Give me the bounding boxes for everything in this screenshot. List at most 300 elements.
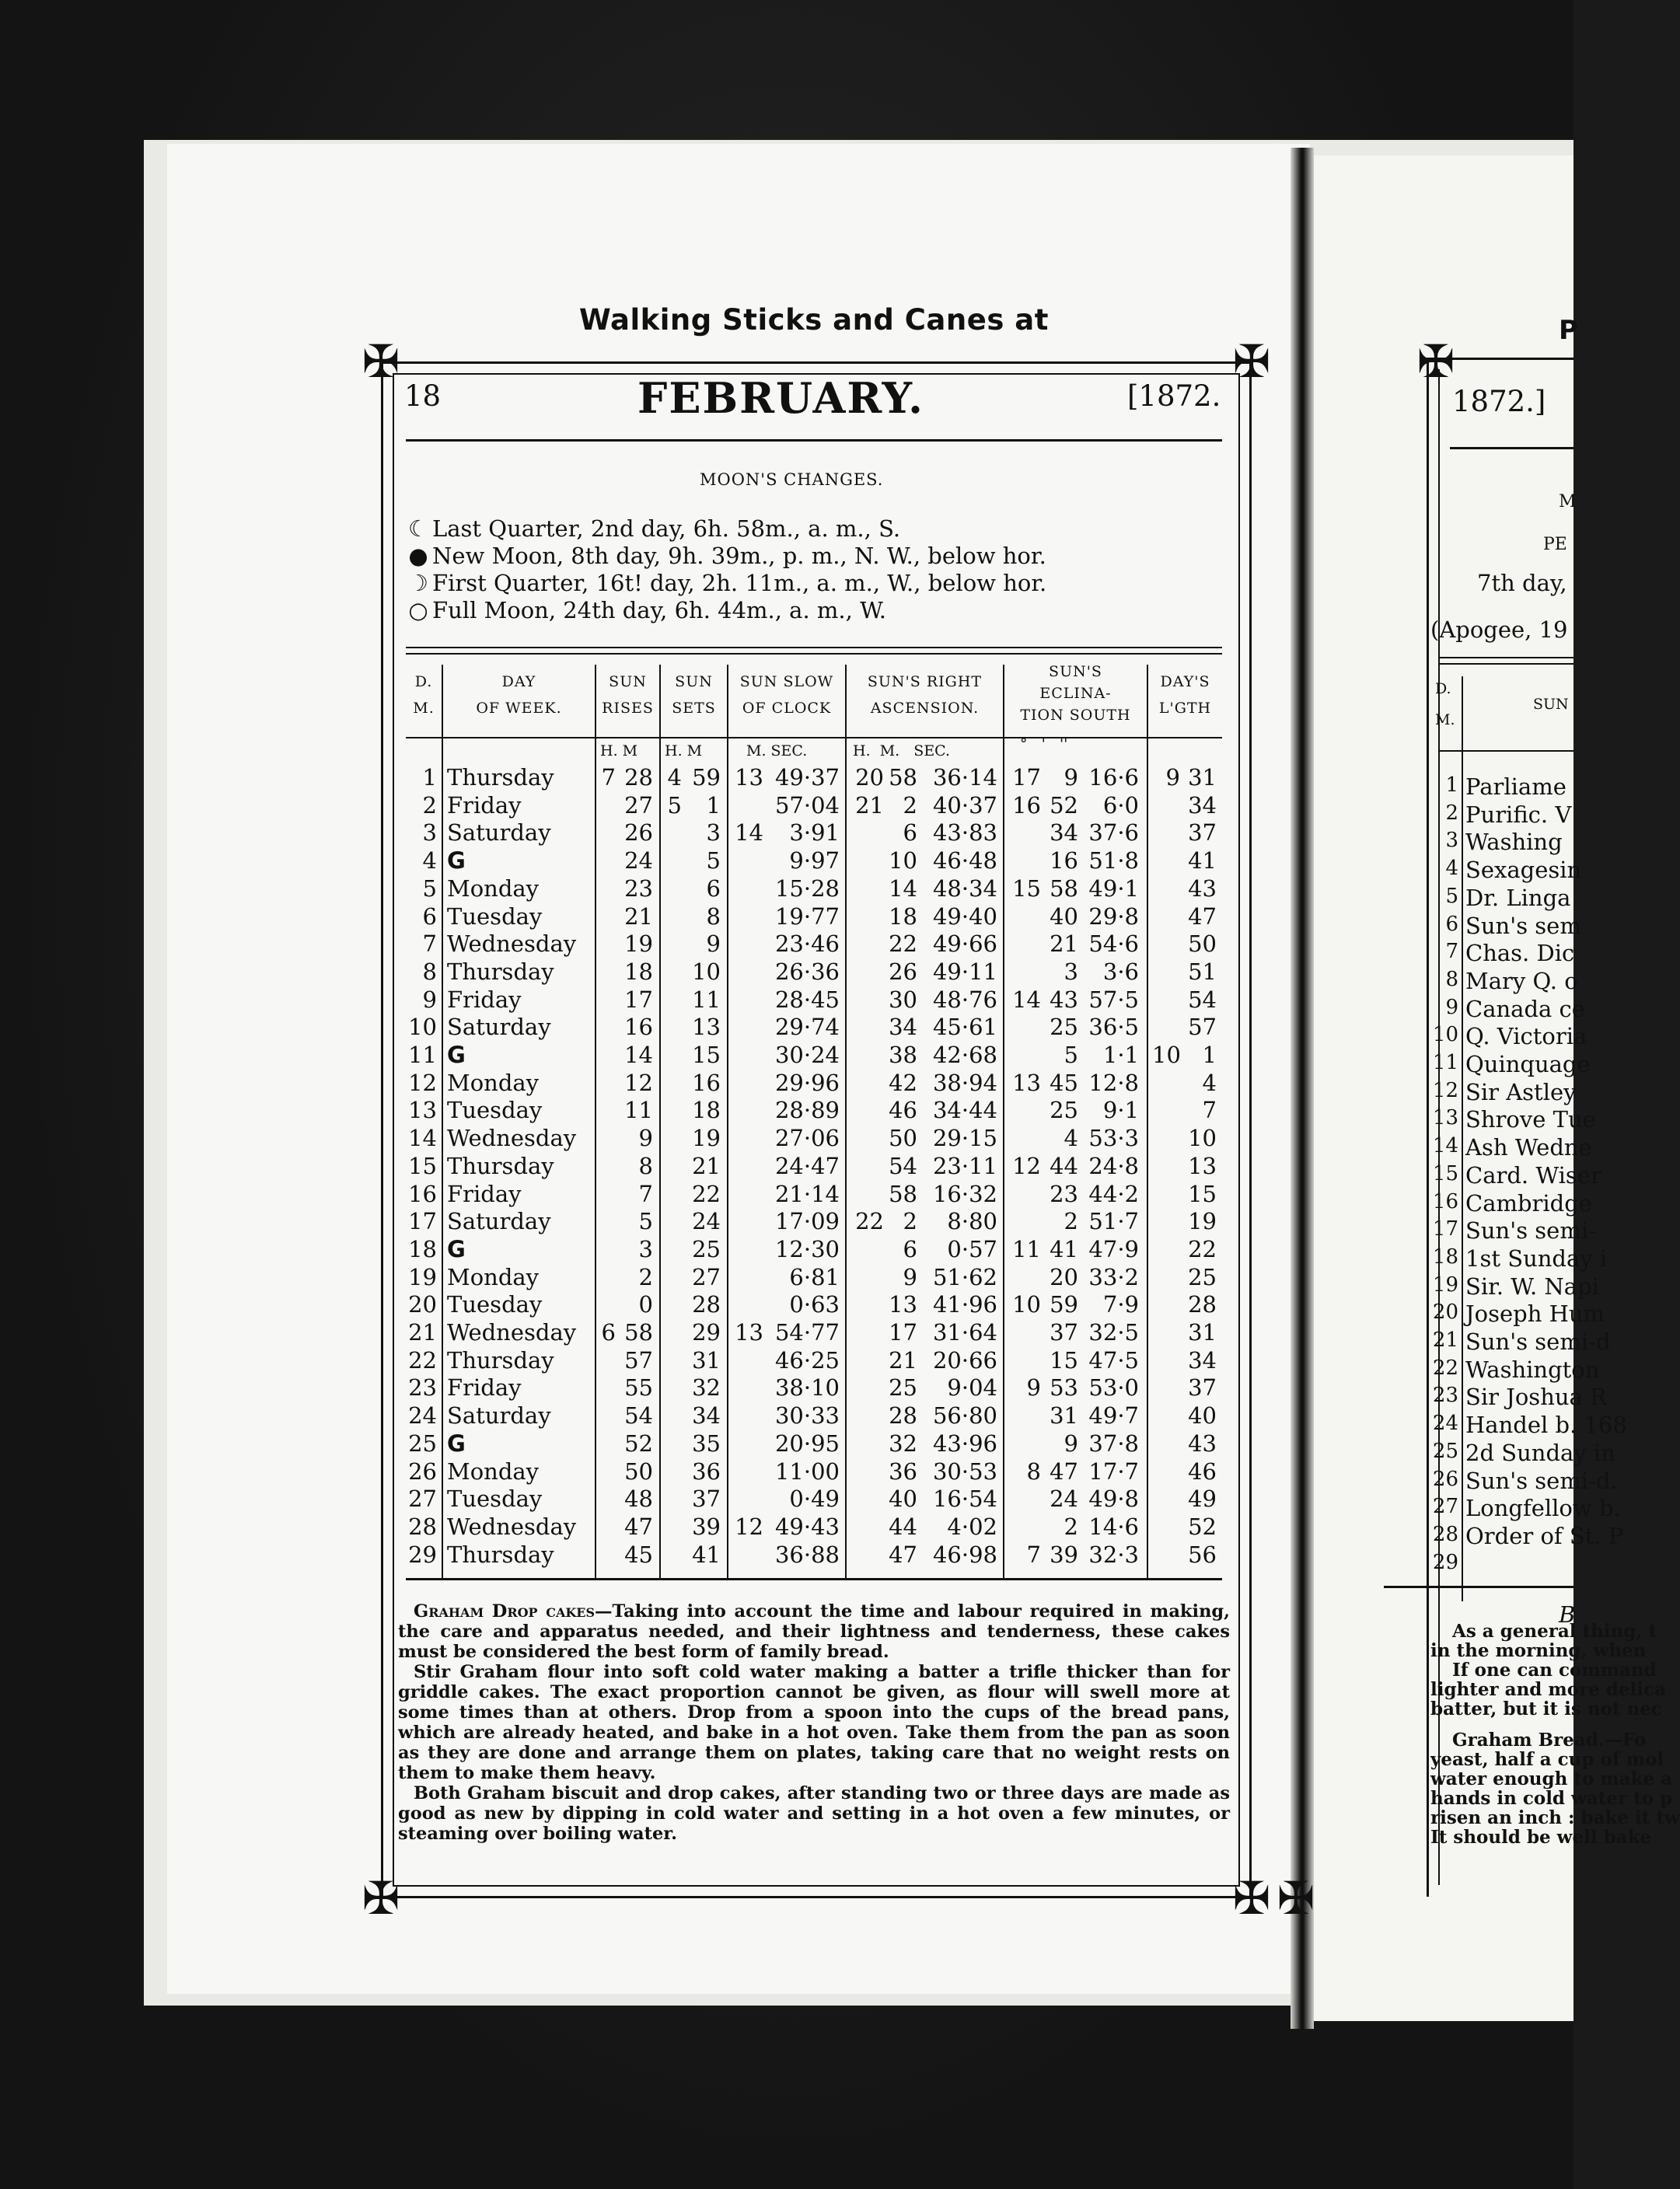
length-min: 28 [1188, 1291, 1217, 1318]
right-event-text: Shrove Tue [1465, 1106, 1596, 1133]
decl-min: 47 [1050, 1458, 1078, 1485]
day-of-month: 4 [422, 847, 437, 875]
ra-sec: 20·66 [932, 1346, 997, 1374]
decl-sec: 47·5 [1088, 1346, 1139, 1374]
decl-min: 3 [1064, 958, 1078, 985]
day-of-week: Friday [447, 1180, 522, 1207]
rise-min: 18 [624, 958, 653, 985]
right-text-line: batter, but it is not nec [1430, 1698, 1662, 1719]
length-min: 31 [1188, 764, 1217, 791]
ra-min: 42 [889, 1069, 917, 1096]
slow-sec: 19·77 [774, 902, 840, 930]
first-quarter-moon-icon: ☽ [408, 570, 428, 596]
decl-min: 25 [1050, 1014, 1078, 1041]
set-min: 3 [706, 819, 721, 847]
unit-slow: M. SEC. [746, 742, 808, 759]
ra-sec: 48·34 [932, 875, 997, 902]
day-of-week: Wednesday [447, 1319, 577, 1346]
header-right-ascension: SUN'S RIGHT ASCENSION. [867, 673, 983, 717]
day-of-month: 7 [422, 930, 437, 958]
right-event-day: 26 [1432, 1467, 1458, 1491]
decl-sec: 49·1 [1088, 875, 1139, 902]
ra-sec: 46·98 [932, 1541, 997, 1568]
day-of-month: 8 [422, 958, 437, 985]
right-event-text: Canada ce [1465, 995, 1585, 1022]
right-event-day: 15 [1432, 1161, 1458, 1185]
moon-change-full-moon: ○ Full Moon, 24th day, 6h. 44m., a. m., W. [404, 597, 886, 623]
column-divider [845, 665, 847, 1578]
right-event-day: 18 [1432, 1245, 1458, 1269]
ra-sec: 31·64 [932, 1319, 997, 1346]
day-of-month: 17 [408, 1208, 437, 1235]
book-gutter [1291, 148, 1314, 2029]
decl-min: 44 [1050, 1152, 1078, 1179]
header-sun-rises: SUN RISES [602, 673, 654, 717]
length-min: 49 [1188, 1486, 1217, 1513]
day-of-month: 15 [408, 1152, 437, 1179]
rise-min: 57 [624, 1346, 653, 1374]
rise-min: 21 [624, 902, 653, 930]
right-year-label: 1872.] [1452, 385, 1546, 418]
right-event-text: Sun's semi-d [1465, 1328, 1611, 1355]
slow-min: 13 [735, 764, 763, 791]
moon-changes-title: MOON'S CHANGES. [700, 470, 884, 489]
corner-cross-icon: ✠ [1232, 1872, 1271, 1925]
slow-min: 14 [735, 819, 763, 847]
decl-sec: 6·0 [1102, 791, 1139, 819]
day-of-month: 26 [408, 1458, 437, 1485]
length-min: 1 [1202, 1042, 1217, 1068]
slow-sec: 20·95 [774, 1430, 840, 1457]
day-of-month: 5 [422, 875, 437, 902]
decl-min: 53 [1050, 1374, 1078, 1402]
column-divider [727, 665, 728, 1578]
day-of-week: Wednesday [447, 1125, 577, 1152]
right-text-line: If one can command [1452, 1660, 1657, 1681]
slow-sec: 57·04 [774, 791, 840, 819]
length-min: 10 [1188, 1125, 1217, 1152]
decl-min: 43 [1050, 986, 1078, 1013]
slow-sec: 15·28 [774, 875, 840, 902]
right-running-header: P [1559, 315, 1578, 346]
length-hour: 9 [1165, 764, 1180, 791]
right-event-text: Sir Joshua R [1465, 1384, 1607, 1411]
title-rule [406, 439, 1222, 442]
moon-change-first-quarter: ☽ First Quarter, 16t! day, 2h. 11m., a. m., W., below hor. [404, 570, 1046, 596]
slow-sec: 12·30 [774, 1235, 840, 1262]
decl-sec: 53·0 [1088, 1374, 1139, 1402]
rise-min: 17 [624, 986, 653, 1013]
right-event-text: Sir Astley [1465, 1078, 1577, 1105]
rise-min: 2 [638, 1263, 653, 1290]
ra-sec: 40·37 [932, 791, 997, 819]
header-sun-slow: SUN SLOW OF CLOCK [739, 673, 834, 717]
right-event-text: Sun's semi-d. [1465, 1467, 1618, 1494]
ra-min: 6 [903, 819, 917, 847]
decl-min: 4 [1064, 1125, 1078, 1152]
ra-min: 21 [889, 1346, 917, 1374]
right-event-text: Washing [1465, 829, 1563, 856]
day-of-month: 18 [408, 1235, 437, 1262]
set-min: 16 [692, 1069, 721, 1096]
ra-sec: 8·80 [947, 1208, 997, 1235]
decl-min: 2 [1064, 1513, 1078, 1540]
slow-sec: 30·24 [774, 1042, 840, 1068]
decl-sec: 36·5 [1088, 1014, 1139, 1041]
right-event-text: Dr. Linga [1465, 884, 1571, 911]
header-sun-sets: SUN SETS [672, 673, 716, 717]
right-event-day: 8 [1445, 967, 1458, 991]
decl-min: 40 [1050, 902, 1078, 930]
set-min: 21 [692, 1152, 721, 1179]
ra-sec: 49·11 [932, 958, 997, 985]
column-divider [1147, 665, 1148, 1578]
slow-sec: 49·37 [774, 764, 840, 791]
day-of-month: 6 [422, 902, 437, 930]
day-of-week: Friday [447, 1374, 522, 1402]
right-text-line: It should be well bake [1430, 1827, 1652, 1848]
ra-min: 36 [889, 1458, 917, 1485]
day-of-month: 25 [408, 1430, 437, 1457]
slow-sec: 23·46 [774, 930, 840, 958]
day-of-week: Saturday [447, 819, 551, 847]
day-of-week: Thursday [447, 764, 554, 791]
ra-min: 40 [889, 1486, 917, 1513]
length-min: 43 [1188, 1430, 1217, 1457]
slow-sec: 21·14 [774, 1180, 840, 1207]
right-table-top-rule [1438, 657, 1573, 658]
right-event-day: 13 [1432, 1106, 1458, 1130]
day-of-week: Saturday [447, 1208, 551, 1235]
column-divider [595, 665, 596, 1578]
rise-min: 23 [624, 875, 653, 902]
slow-min: 12 [735, 1513, 763, 1540]
ra-sec: 34·44 [932, 1097, 997, 1124]
day-of-week: Thursday [447, 958, 554, 985]
length-min: 40 [1188, 1402, 1217, 1430]
set-min: 27 [692, 1263, 721, 1290]
ra-min: 18 [889, 902, 917, 930]
length-min: 57 [1188, 1014, 1217, 1041]
day-of-month: 13 [408, 1097, 437, 1124]
slow-sec: 54·77 [774, 1319, 840, 1346]
rise-min: 14 [624, 1042, 653, 1068]
day-of-month: 19 [408, 1263, 437, 1290]
ra-min: 58 [889, 764, 917, 791]
slow-sec: 49·43 [774, 1513, 840, 1540]
rise-hour: 7 [601, 764, 616, 791]
ra-min: 2 [903, 791, 917, 819]
right-event-day: 7 [1445, 940, 1458, 964]
day-of-week: G [447, 1042, 466, 1068]
day-of-week: Monday [447, 875, 540, 902]
right-text-line: lighter and more delica [1430, 1679, 1666, 1700]
right-frame-left [1427, 358, 1429, 1897]
day-of-month: 16 [408, 1180, 437, 1207]
ra-hour: 22 [855, 1208, 884, 1235]
ra-min: 14 [889, 875, 917, 902]
ra-sec: 41·96 [932, 1291, 997, 1318]
slow-sec: 30·33 [774, 1402, 840, 1430]
ra-hour: 20 [855, 764, 884, 791]
header-days-length: DAY'S L'GTH [1158, 673, 1212, 717]
slow-sec: 0·49 [789, 1486, 840, 1513]
length-min: 25 [1188, 1263, 1217, 1290]
length-hour: 10 [1152, 1042, 1181, 1068]
length-min: 43 [1188, 875, 1217, 902]
new-moon-icon: ● [408, 543, 428, 569]
decl-min: 45 [1050, 1069, 1078, 1096]
ra-sec: 16·32 [932, 1180, 997, 1207]
set-min: 10 [692, 958, 721, 985]
decl-deg: 9 [1026, 1374, 1041, 1402]
right-event-day: 14 [1432, 1134, 1458, 1158]
decl-min: 9 [1064, 1430, 1078, 1457]
decl-min: 24 [1050, 1486, 1078, 1513]
decl-deg: 12 [1012, 1152, 1041, 1179]
right-event-text: 1st Sunday i [1465, 1245, 1608, 1272]
length-min: 22 [1188, 1235, 1217, 1262]
ra-hour: 21 [855, 791, 884, 819]
day-of-month: 1 [422, 764, 437, 791]
decl-sec: 51·8 [1088, 847, 1139, 875]
decl-deg: 14 [1012, 986, 1041, 1013]
decl-sec: 7·9 [1102, 1291, 1139, 1318]
right-event-text: Order of St. P [1465, 1522, 1624, 1549]
decl-sec: 12·8 [1088, 1069, 1139, 1096]
decl-sec: 49·8 [1088, 1486, 1139, 1513]
day-of-month: 23 [408, 1374, 437, 1402]
day-of-week: Friday [447, 791, 522, 819]
decl-deg: 17 [1012, 764, 1041, 791]
day-of-week: Saturday [447, 1014, 551, 1041]
ra-sec: 49·40 [932, 902, 997, 930]
right-event-day: 28 [1432, 1522, 1458, 1546]
day-of-week: Thursday [447, 1346, 554, 1374]
length-min: 15 [1188, 1180, 1217, 1207]
rise-min: 12 [624, 1069, 653, 1096]
ra-min: 30 [889, 986, 917, 1013]
rise-min: 52 [624, 1430, 653, 1457]
right-event-day: 25 [1432, 1439, 1458, 1463]
length-min: 31 [1188, 1319, 1217, 1346]
day-of-week: Friday [447, 986, 522, 1013]
right-text-line: water enough to make a [1430, 1768, 1673, 1789]
day-of-month: 21 [408, 1319, 437, 1346]
page-number: 18 [404, 379, 442, 413]
day-of-week: Monday [447, 1263, 540, 1290]
slow-min: 13 [735, 1319, 763, 1346]
decl-min: 34 [1050, 819, 1078, 847]
right-event-text: Sexagesin [1465, 857, 1582, 884]
set-min: 37 [692, 1486, 721, 1513]
rise-min: 16 [624, 1014, 653, 1041]
day-of-month: 29 [408, 1541, 437, 1568]
unit-decl: ° ' '' [1020, 735, 1068, 752]
decl-sec: 57·5 [1088, 986, 1139, 1013]
decl-min: 9 [1064, 764, 1078, 791]
right-table-top-rule [1438, 663, 1573, 665]
decl-min: 58 [1050, 875, 1078, 902]
day-of-week: Thursday [447, 1152, 554, 1179]
rise-hour: 6 [601, 1319, 616, 1346]
right-text-line: hands in cold water to p [1430, 1788, 1673, 1809]
day-of-week: G [447, 847, 466, 875]
ra-min: 38 [889, 1042, 917, 1068]
right-event-text: Mary Q. o [1465, 967, 1578, 994]
decl-min: 16 [1050, 847, 1078, 875]
slow-sec: 3·91 [789, 819, 840, 847]
length-min: 19 [1188, 1208, 1217, 1235]
day-of-week: Monday [447, 1069, 540, 1096]
slow-sec: 24·47 [774, 1152, 840, 1179]
right-event-day: 11 [1432, 1051, 1458, 1074]
day-of-month: 9 [422, 986, 437, 1013]
set-min: 35 [692, 1430, 721, 1457]
right-event-day: 12 [1432, 1078, 1458, 1102]
set-min: 39 [692, 1513, 721, 1540]
ra-sec: 4·02 [947, 1513, 997, 1540]
set-min: 24 [692, 1208, 721, 1235]
corner-cross-icon: ✠ [361, 335, 400, 388]
ra-sec: 0·57 [947, 1235, 997, 1262]
ra-sec: 49·66 [932, 930, 997, 958]
decl-min: 23 [1050, 1180, 1078, 1207]
ra-sec: 46·48 [932, 847, 997, 875]
ra-min: 47 [889, 1541, 917, 1568]
decl-sec: 53·3 [1088, 1125, 1139, 1152]
set-min: 6 [706, 875, 721, 902]
right-event-day: 24 [1432, 1412, 1458, 1436]
ra-sec: 43·96 [932, 1430, 997, 1457]
ra-min: 9 [903, 1263, 917, 1290]
right-event-day: 3 [1445, 829, 1458, 853]
right-event-text: Sir. W. Napi [1465, 1273, 1599, 1300]
set-min: 13 [692, 1014, 721, 1041]
slow-sec: 28·89 [774, 1097, 840, 1124]
rise-min: 27 [624, 791, 653, 819]
rise-min: 0 [638, 1291, 653, 1318]
right-event-day: 21 [1432, 1328, 1458, 1352]
ra-sec: 48·76 [932, 986, 997, 1013]
ra-min: 32 [889, 1430, 917, 1457]
day-of-month: 20 [408, 1291, 437, 1318]
slow-sec: 29·96 [774, 1069, 840, 1096]
decl-sec: 32·3 [1088, 1541, 1139, 1568]
slow-sec: 38·10 [774, 1374, 840, 1402]
moon-change-last-quarter: ☾ Last Quarter, 2nd day, 6h. 58m., a. m., S. [404, 515, 900, 542]
ra-sec: 56·80 [932, 1402, 997, 1430]
length-min: 34 [1188, 791, 1217, 819]
length-min: 50 [1188, 930, 1217, 958]
length-min: 51 [1188, 958, 1217, 985]
set-min: 28 [692, 1291, 721, 1318]
right-event-text: 2d Sunday in [1465, 1439, 1615, 1466]
right-event-text: Parliame [1465, 773, 1566, 800]
length-min: 37 [1188, 819, 1217, 847]
right-event-day: 6 [1445, 912, 1458, 936]
length-min: 34 [1188, 1346, 1217, 1374]
decl-sec: 9·1 [1102, 1097, 1139, 1124]
day-of-month: 14 [408, 1125, 437, 1152]
right-event-day: 4 [1445, 857, 1458, 881]
decl-sec: 49·7 [1088, 1402, 1139, 1430]
ra-min: 44 [889, 1513, 917, 1540]
ra-sec: 16·54 [932, 1486, 997, 1513]
length-min: 46 [1188, 1458, 1217, 1485]
right-event-day: 29 [1432, 1550, 1458, 1574]
header-dm: D. M. [413, 673, 435, 717]
set-min: 29 [692, 1319, 721, 1346]
decl-sec: 47·9 [1088, 1235, 1139, 1262]
set-min: 18 [692, 1097, 721, 1124]
right-event-day: 10 [1432, 1023, 1458, 1047]
decl-sec: 33·2 [1088, 1263, 1139, 1290]
slow-sec: 28·45 [774, 986, 840, 1013]
set-min: 15 [692, 1042, 721, 1068]
ra-sec: 9·04 [947, 1374, 997, 1402]
right-column-divider [1462, 676, 1463, 1601]
decl-sec: 14·6 [1088, 1513, 1139, 1540]
header-day-of-week: DAY OF WEEK. [476, 673, 562, 717]
decl-deg: 7 [1026, 1541, 1041, 1568]
table-top-rule [406, 647, 1222, 648]
rise-min: 7 [638, 1180, 653, 1207]
right-text-line: in the morning, when [1430, 1640, 1647, 1661]
ra-min: 13 [889, 1291, 917, 1318]
rise-min: 54 [624, 1402, 653, 1430]
ra-min: 46 [889, 1097, 917, 1124]
ra-min: 22 [889, 930, 917, 958]
ra-sec: 38·94 [932, 1069, 997, 1096]
ra-min: 25 [889, 1374, 917, 1402]
column-divider [659, 665, 661, 1578]
set-min: 9 [706, 930, 721, 958]
decl-min: 31 [1050, 1402, 1078, 1430]
day-of-week: Wednesday [447, 930, 577, 958]
set-min: 34 [692, 1402, 721, 1430]
day-of-week: Tuesday [447, 1097, 543, 1124]
decl-sec: 16·6 [1088, 764, 1139, 791]
recipe-title: Graham Drop cakes [414, 1601, 596, 1622]
right-event-text: Sun's semi- [1465, 1217, 1596, 1245]
decl-min: 39 [1050, 1541, 1078, 1568]
rise-min: 26 [624, 819, 653, 847]
day-of-week: G [447, 1235, 466, 1262]
rise-min: 45 [624, 1541, 653, 1568]
corner-cross-icon: ✠ [361, 1872, 400, 1925]
decl-min: 37 [1050, 1319, 1078, 1346]
decl-min: 25 [1050, 1097, 1078, 1124]
decl-min: 5 [1064, 1042, 1078, 1068]
day-of-month: 12 [408, 1069, 437, 1096]
day-of-week: Tuesday [447, 902, 543, 930]
right-event-day: 1 [1445, 773, 1458, 797]
day-of-week: Thursday [447, 1541, 554, 1568]
ra-sec: 29·15 [932, 1125, 997, 1152]
ra-sec: 43·83 [932, 819, 997, 847]
decl-deg: 13 [1012, 1069, 1041, 1096]
decl-sec: 37·6 [1088, 819, 1139, 847]
decl-min: 52 [1050, 791, 1078, 819]
length-min: 52 [1188, 1513, 1217, 1540]
day-of-week: G [447, 1430, 466, 1457]
set-min: 25 [692, 1235, 721, 1262]
month-title: FEBRUARY. [637, 373, 924, 423]
column-divider [442, 665, 443, 1578]
decl-sec: 51·7 [1088, 1208, 1139, 1235]
decl-min: 59 [1050, 1291, 1078, 1318]
